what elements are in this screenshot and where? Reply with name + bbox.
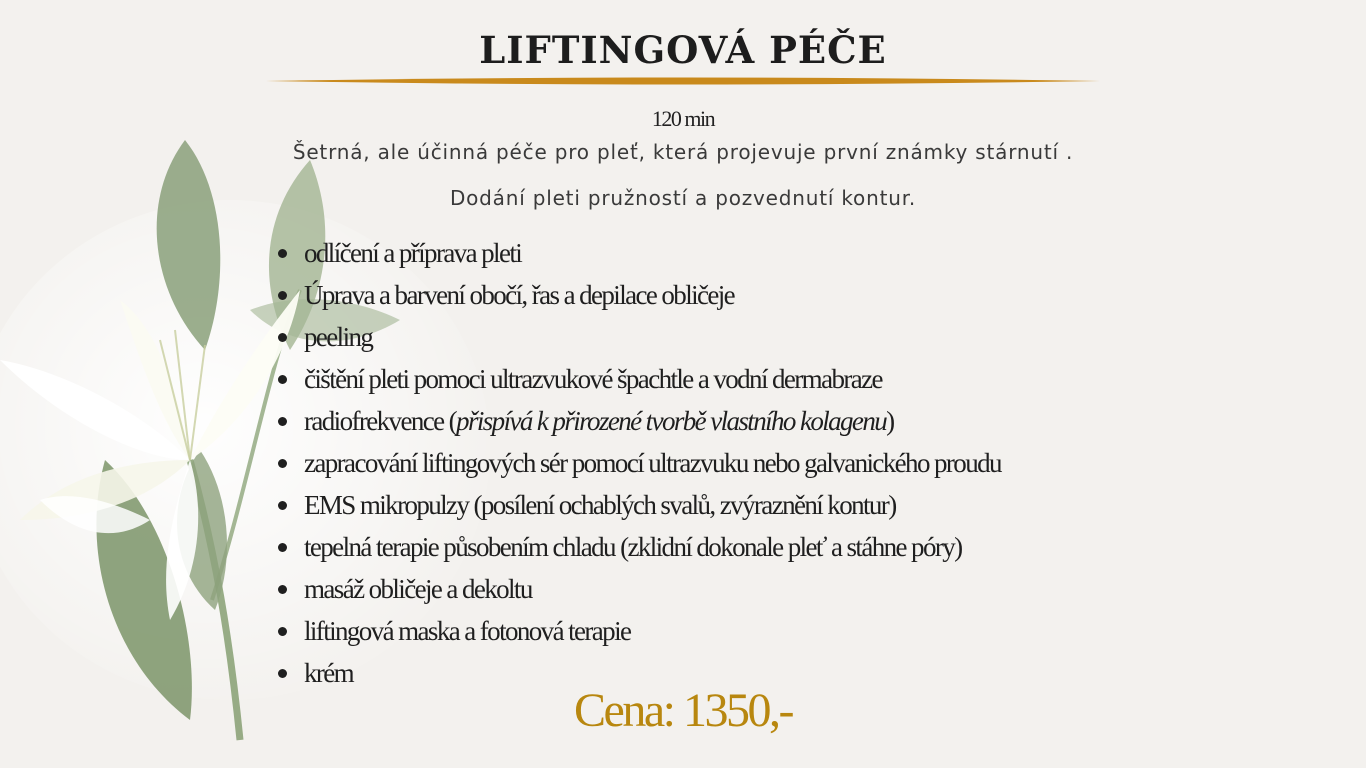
description-line-1: Šetrná, ale účinná péče pro pleť, která projevuje první známky stárnutí . (292, 140, 1074, 164)
service-label: odlíčení a příprava pleti (304, 238, 522, 268)
list-item (270, 442, 1001, 484)
service-label-end: ) (886, 406, 894, 436)
service-label: EMS mikropulzy (posílení ochablých svalů, zvýraznění kontur) (304, 490, 896, 520)
duration-label: 120 min (651, 106, 715, 131)
list-item (270, 610, 1001, 652)
title-divider (266, 74, 1100, 88)
service-label: zapracování liftingových sér pomocí ultrazvuku nebo galvanického proudu (304, 448, 1001, 478)
service-note: přispívá k přirozené tvorbě vlastního kolagenu (456, 406, 887, 436)
list-item (270, 232, 1001, 274)
service-label: tepelná terapie působením chladu (zklidní dokonale pleť a stáhne póry) (304, 532, 962, 562)
services-list (270, 232, 1001, 694)
bullet-icon (278, 333, 287, 342)
page-title: LIFTINGOVÁ PÉČE (479, 28, 887, 72)
list-item (270, 526, 1001, 568)
service-label: liftingová maska a fotonová terapie (304, 616, 631, 646)
bullet-icon (278, 669, 287, 678)
bullet-icon (278, 459, 287, 468)
bullet-icon (278, 375, 287, 384)
list-item (270, 484, 1001, 526)
service-label: Úprava a barvení obočí, řas a depilace obličeje (304, 280, 735, 310)
service-label: radiofrekvence ( (304, 406, 457, 436)
bullet-icon (278, 249, 287, 258)
list-item (270, 400, 1001, 442)
bullet-icon (278, 543, 287, 552)
list-item (270, 358, 1001, 400)
list-item (270, 316, 1001, 358)
service-label: peeling (304, 322, 373, 352)
description-line-2: Dodání pleti pružností a pozvednutí kontur. (449, 186, 917, 210)
list-item (270, 274, 1001, 316)
bullet-icon (278, 417, 287, 426)
service-label: masáž obličeje a dekoltu (304, 574, 532, 604)
service-label: čištění pleti pomoci ultrazvukové špachtle a vodní dermabraze (304, 364, 882, 394)
list-item (270, 568, 1001, 610)
bullet-icon (278, 627, 287, 636)
price-label: Cena: 1350,- (574, 684, 792, 737)
bullet-icon (278, 291, 287, 300)
bullet-icon (278, 585, 287, 594)
bullet-icon (278, 501, 287, 510)
service-label: krém (304, 658, 354, 688)
